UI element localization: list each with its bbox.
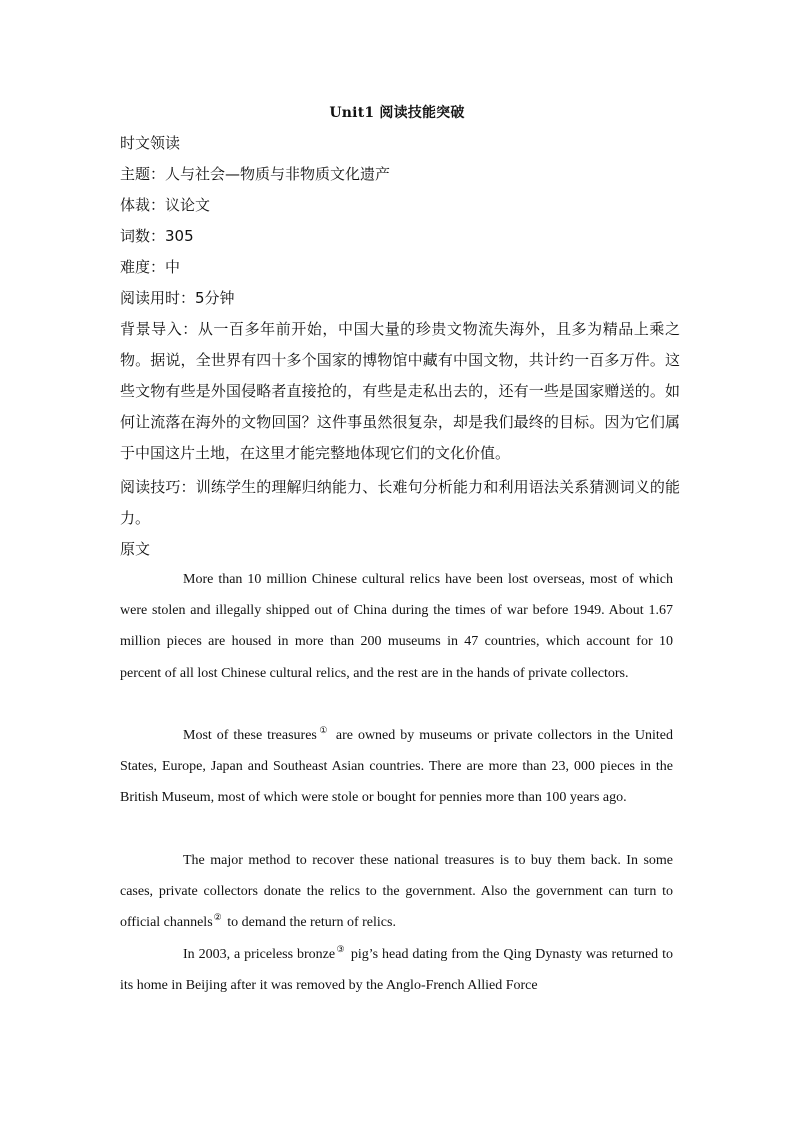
passage-paragraph-2-start: Most of these treasures (183, 728, 317, 743)
page-title: Unit1 阅读技能突破 (329, 105, 465, 121)
reading-time-line: 阅读用时：5分钟 (120, 289, 235, 307)
reading-skills-paragraph: 阅读技巧：训练学生的理解归纳能力、长难句分析能力和利用语法关系猜测词义的能力。 (120, 478, 680, 527)
passage-paragraph-3 (120, 845, 673, 939)
section-label: 时文领读 (120, 134, 181, 152)
footnote-marker-2: ② (213, 912, 222, 923)
passage-paragraph-4 (120, 939, 673, 1001)
passage-paragraph-4-rest: pig’s head dating from the Qing Dynasty was returned to its home in Beijing after it was removed by the Anglo-French Allied Force (120, 947, 673, 994)
passage-paragraph-3-start: The major method to recover these national treasures is to buy them back. In some cases, private collectors donate the relics to the government. Also the government can turn to official channels (120, 853, 673, 931)
passage-paragraph-4-start: In 2003, a priceless bronze (183, 947, 336, 962)
genre-line: 体裁：议论文 (120, 196, 211, 214)
original-text-label: 原文 (120, 540, 151, 558)
passage-paragraph-1: More than 10 million Chinese cultural relics have been lost overseas, most of which were stolen and illegally shipped out of China during the times of war before 1949. About 1.67 million pieces are housed in more than 200 museums in 47 countries, which account for 10 percent of all lost Chinese cultural relics, and the rest are in the hands of private collectors. (120, 572, 673, 681)
passage-paragraph-3-rest: to demand the return of relics. (223, 915, 396, 931)
theme-line: 主题：人与社会—物质与非物质文化遗产 (120, 165, 391, 183)
footnote-marker-3: ③ (336, 944, 345, 954)
footnote-marker-1: ① (317, 725, 329, 735)
passage-paragraph-2-rest: are owned by museums or private collectors in the United States, Europe, Japan and Southeast Asian countries. There are more than 23, 000 pieces in the British Museum, most of which were stole or bought for pennies more than 100 years ago. (120, 728, 673, 806)
passage-paragraph-2 (120, 720, 673, 814)
word-count-line: 词数：305 (120, 227, 194, 245)
background-paragraph: 背景导入：从一百多年前开始，中国大量的珍贵文物流失海外，且多为精品上乘之物。据说，全世界有四十多个国家的博物馆中藏有中国文物，共计约一百多万件。这些文物有些是外国侵略者直接抢的，有些是走私出去的，还有一些是国家赠送的。如何让流落在海外的文物回国？这件事虽然很复杂，却是我们最终的目标。因为它们属于中国这片土地，在这里才能完整地体现它们的文化价值。 (120, 320, 680, 462)
difficulty-line: 难度：中 (120, 258, 181, 276)
